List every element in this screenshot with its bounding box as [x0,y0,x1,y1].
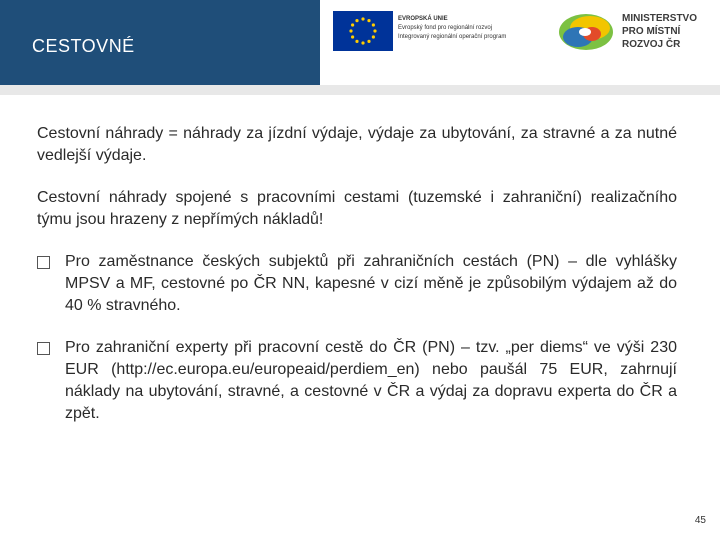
bullet-square-icon [37,256,50,269]
bullet-text: Pro zahraniční experty při pracovní cestě do ČR (PN) – tzv. „per diems“ ve výši 230 EUR (http://ec.europa.eu/europeaid/perdiem_en) nebo paušál 75 EUR, zahrnují náklady na ubytování, stravné, a cestovné v ČR a výdaj za dopravu experta do ČR a zpět. [65,339,677,422]
eu-logo-line2: Evropský fond pro regionální rozvoj [398,25,493,31]
eu-star-icon [351,23,354,26]
eu-star-icon [351,35,354,38]
ministry-logo-text [622,12,717,51]
eu-star-icon [372,35,375,38]
slide-content [37,123,677,445]
eu-star-icon [367,19,370,22]
ministry-logo-line1: MINISTERSTVO [622,13,698,24]
slide-title: CESTOVNÉ [32,36,135,56]
eu-star-icon [367,40,370,43]
bullet-text: Pro zaměstnance českých subjektů při zahraničních cestách (PN) – dle vyhlášky MPSV a MF, cestovné po ČR NN, kapesné v cizí měně je způsobilým výdajem až do 40 % stravného. [65,253,677,314]
bullet-item [37,251,677,317]
eu-star-icon [355,19,358,22]
eu-star-icon [361,17,364,20]
paragraph: Cestovní náhrady spojené s pracovními cestami (tuzemské i zahraniční) realizačního týmu jsou hrazeny z nepřímých nákladů! [37,189,677,228]
eu-star-icon [373,29,376,32]
eu-star-icon [361,41,364,44]
eu-star-icon [355,40,358,43]
ministry-logo-icon [556,10,616,54]
eu-logo-line3: Integrovaný regionální operační program [398,34,507,40]
eu-logo-line1: EVROPSKÁ UNIE [398,16,448,22]
bullet-item [37,337,677,425]
page-number: 45 [694,515,706,526]
ministry-logo-line2: PRO MÍSTNÍ [622,26,681,37]
eu-flag-icon [333,11,393,51]
ministry-logo-line3: ROZVOJ ČR [622,39,681,50]
paragraph: Cestovní náhrady = náhrady za jízdní výdaje, výdaje za ubytování, za stravné a za nutné vedlejší výdaje. [37,125,677,164]
eu-star-icon [349,29,352,32]
eu-star-icon [372,23,375,26]
eu-logo-text [398,15,548,42]
bullet-square-icon [37,342,50,355]
header-divider [0,85,720,95]
